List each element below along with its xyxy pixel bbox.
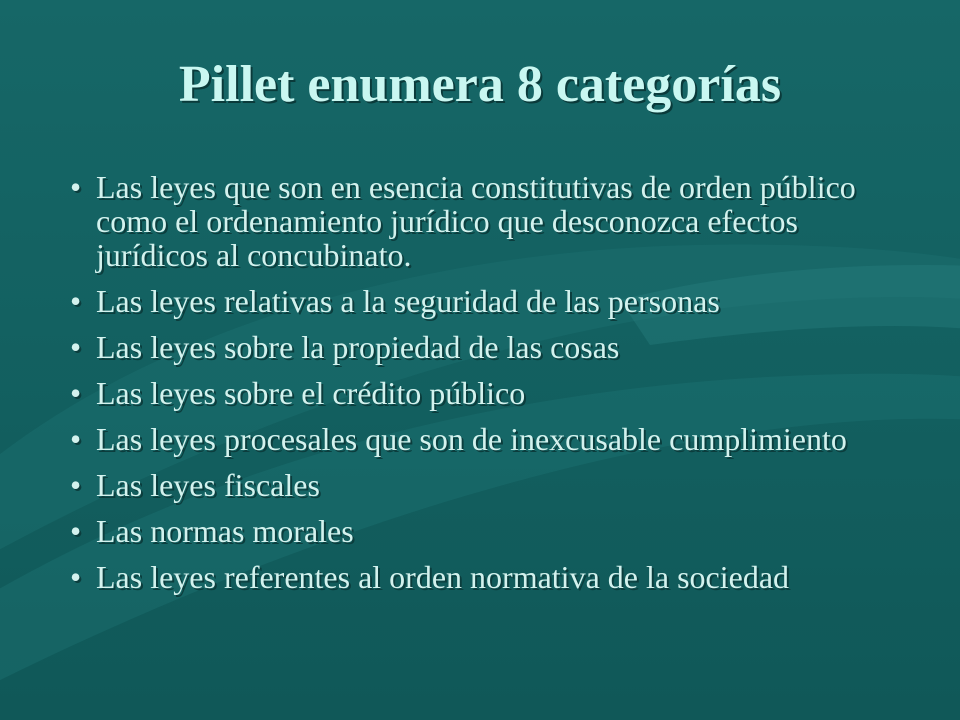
bullet-item <box>70 330 910 364</box>
bullet-dot: • <box>70 421 82 457</box>
bullet-item <box>70 422 910 456</box>
bullet-dot: • <box>70 283 82 319</box>
bullet-list <box>70 170 910 606</box>
bullet-dot: • <box>70 375 82 411</box>
bullet-text: Las leyes sobre la propiedad de las cosas <box>96 329 620 365</box>
bullet-item <box>70 170 910 272</box>
bullet-dot: • <box>70 467 82 503</box>
bullet-dot: • <box>70 169 82 205</box>
bullet-item <box>70 560 910 594</box>
bullet-text: Las leyes fiscales <box>96 467 320 503</box>
bullet-dot: • <box>70 329 82 365</box>
bullet-text: Las leyes sobre el crédito público <box>96 375 526 411</box>
bullet-text: Las leyes referentes al orden normativa de la sociedad <box>96 559 790 595</box>
bullet-dot: • <box>70 559 82 595</box>
bullet-dot: • <box>70 513 82 549</box>
bullet-text: Las leyes que son en esencia constitutivas de orden público como el ordenamiento jurídico que desconozca efectos jurídicos al concubinato. <box>96 169 856 273</box>
bullet-item <box>70 514 910 548</box>
bullet-item <box>70 468 910 502</box>
bullet-text: Las leyes relativas a la seguridad de las personas <box>96 283 720 319</box>
bullet-text: Las normas morales <box>96 513 354 549</box>
bullet-text: Las leyes procesales que son de inexcusable cumplimiento <box>96 421 847 457</box>
slide-title: Pillet enumera 8 categorías <box>178 56 782 113</box>
bullet-item <box>70 284 910 318</box>
bullet-item <box>70 376 910 410</box>
